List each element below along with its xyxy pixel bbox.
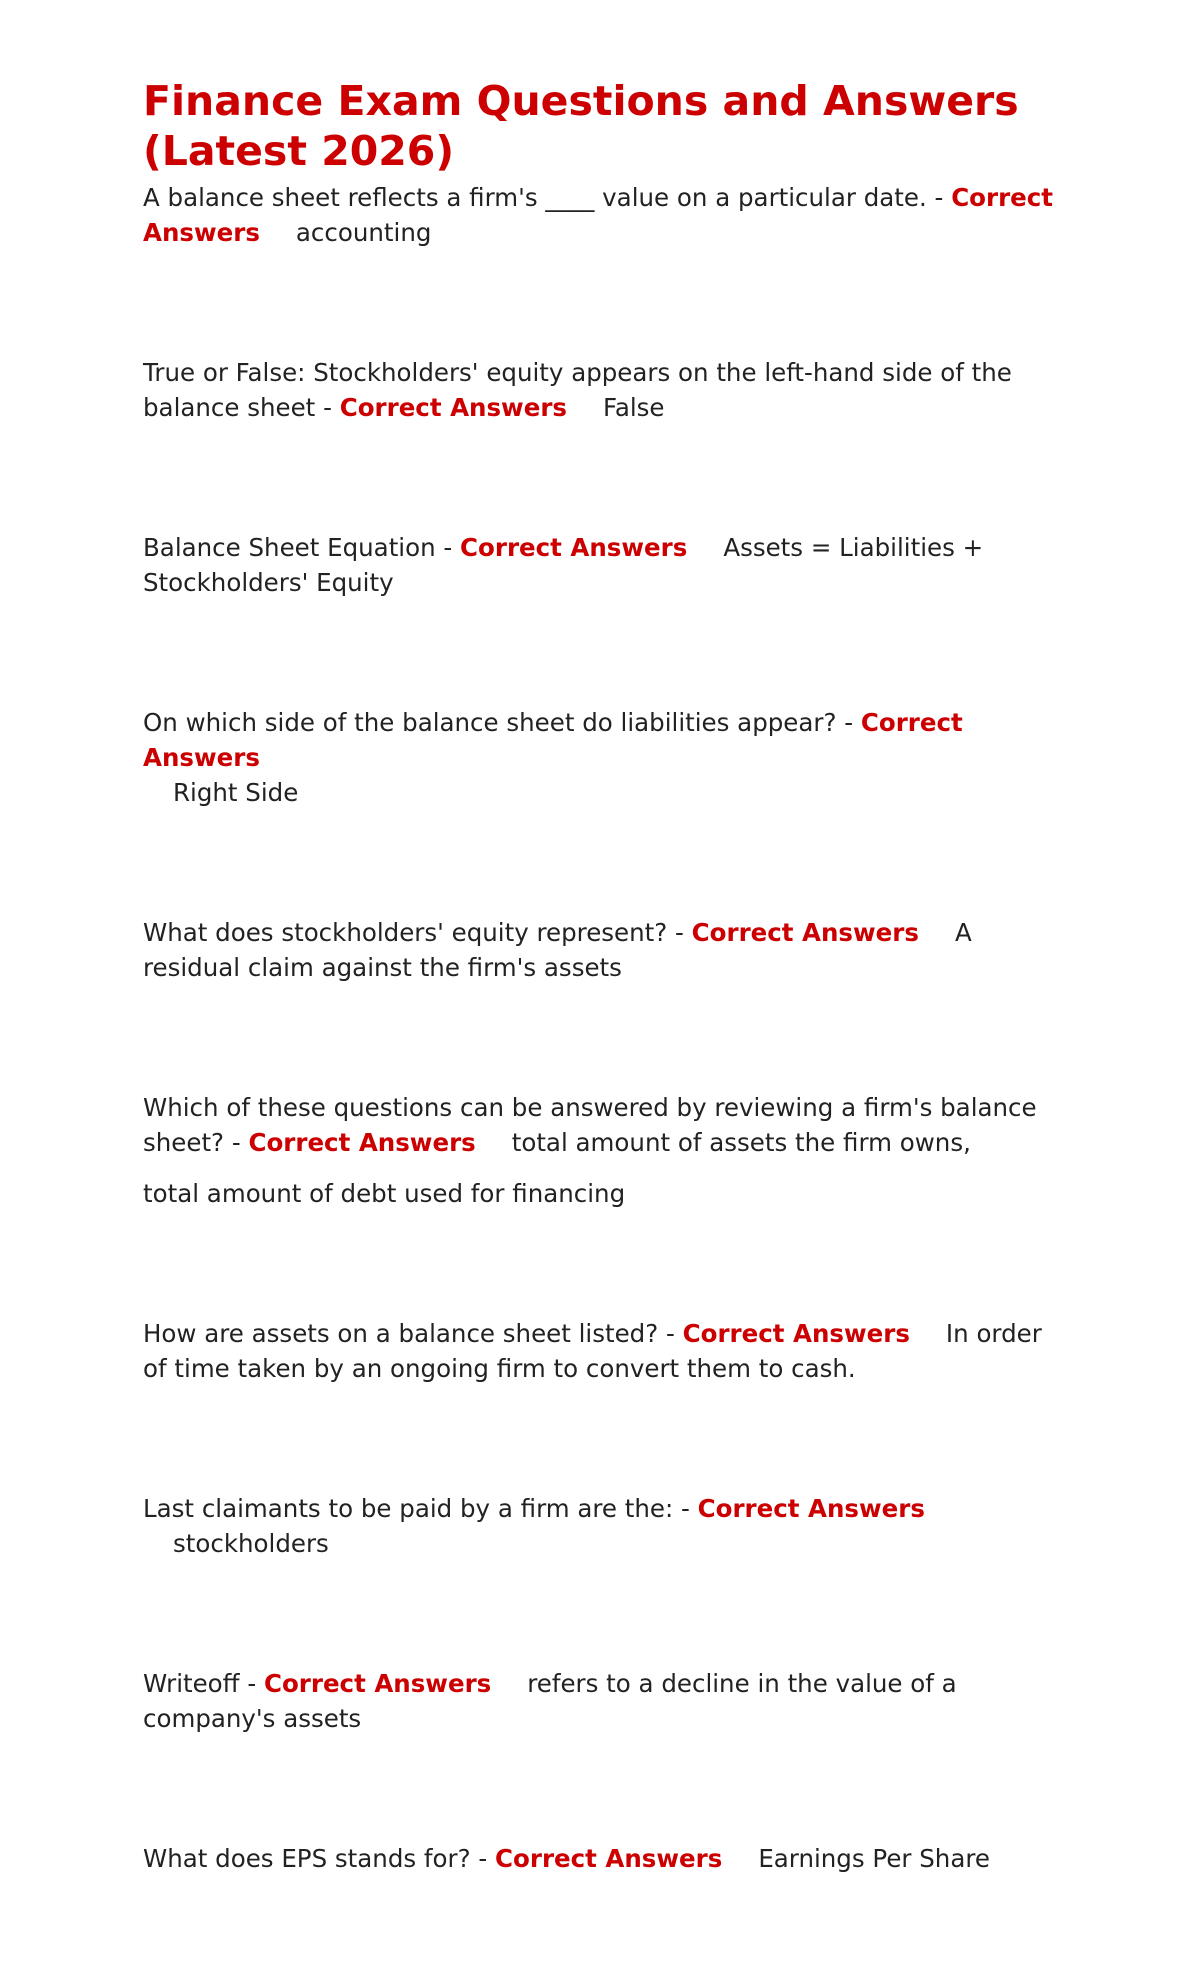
qa-item-4: [143, 705, 1073, 810]
answer-text: Earnings Per Share: [758, 1844, 990, 1873]
qa-item-2: [143, 355, 1073, 425]
answer-text: In order of time taken by an ongoing firm to convert them to cash.: [143, 1319, 1042, 1383]
qa-item-1: [143, 180, 1073, 250]
question-text: What does stockholders' equity represent? -: [143, 918, 692, 947]
question-text: Writeoff -: [143, 1669, 264, 1698]
qa-item-6: [143, 1090, 1073, 1211]
answer-text: accounting: [295, 218, 432, 247]
question-text: How are assets on a balance sheet listed? -: [143, 1319, 683, 1348]
answer-text: refers to a decline in the value of a company's assets: [143, 1669, 957, 1733]
correct-answers-label: Correct Answers: [682, 1319, 910, 1348]
answer-text-continued: total amount of debt used for financing: [143, 1179, 626, 1208]
correct-answers-label: Correct Answers: [248, 1128, 476, 1157]
document-page: [143, 76, 1073, 1981]
question-text: What does EPS stands for? -: [143, 1844, 496, 1873]
correct-answers-label: Correct Answers: [460, 533, 688, 562]
answer-text: A residual claim against the firm's assets: [143, 918, 972, 982]
answer-text: Assets = Liabilities + Stockholders' Equity: [143, 533, 984, 597]
correct-answers-label: Correct Answers: [697, 1494, 925, 1523]
correct-answers-label: Correct Answers: [339, 393, 567, 422]
correct-answers-label: Correct Answers: [691, 918, 919, 947]
correct-answers-label: Correct Answers: [263, 1669, 492, 1698]
question-text: A balance sheet reflects a firm's ____ value on a particular date. -: [143, 183, 952, 212]
qa-item-3: [143, 530, 1073, 600]
question-text: Balance Sheet Equation -: [143, 533, 461, 562]
page-title: Finance Exam Questions and Answers (Latest 2026): [143, 77, 1019, 175]
qa-item-7: [143, 1316, 1073, 1386]
answer-text: stockholders: [173, 1529, 329, 1558]
question-text: On which side of the balance sheet do liabilities appear? -: [143, 708, 861, 737]
question-text: Which of these questions can be answered by reviewing a firm's balance sheet? -: [143, 1093, 1037, 1157]
qa-item-10: [143, 1841, 1073, 1876]
answer-text: total amount of assets the firm owns,: [511, 1128, 971, 1157]
answer-text: Right Side: [173, 778, 299, 807]
correct-answers-label: Correct Answers: [495, 1844, 723, 1873]
correct-answers-label: Correct Answers: [143, 708, 963, 772]
question-text: Last claimants to be paid by a firm are the: -: [143, 1494, 698, 1523]
question-text: True or False: Stockholders' equity appears on the left-hand side of the balance sheet -: [143, 358, 1012, 422]
answer-text: False: [602, 393, 665, 422]
correct-answers-label: Correct Answers: [143, 183, 1054, 247]
qa-item-8: [143, 1491, 1073, 1561]
qa-item-5: [143, 915, 1073, 985]
qa-item-9: [143, 1666, 1073, 1736]
